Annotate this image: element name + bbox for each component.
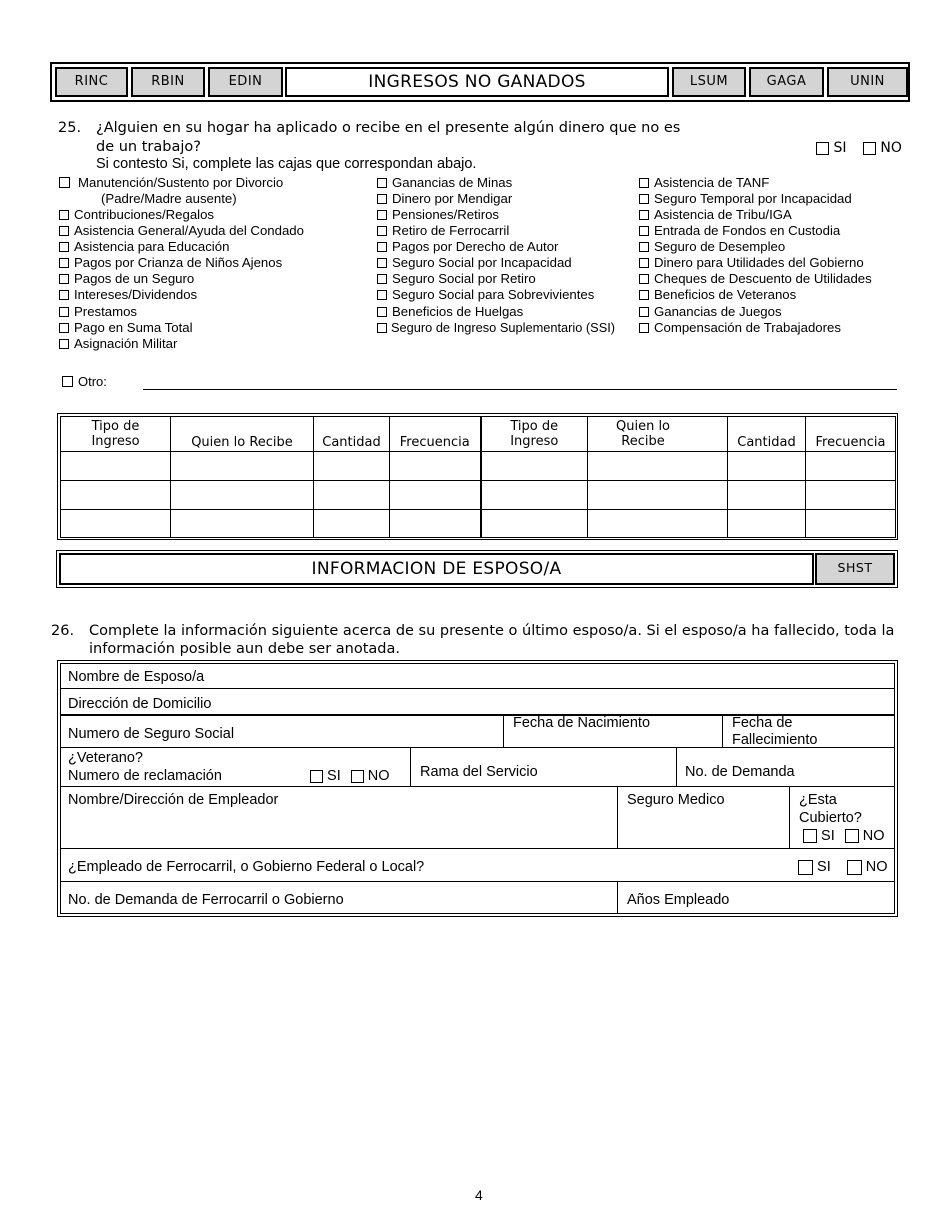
- income-type-item: Seguro Social para Sobrevivientes: [377, 287, 594, 303]
- spouse-death-date-label-2: Fallecimiento: [732, 732, 818, 748]
- table-row: [61, 481, 896, 510]
- checkbox[interactable]: [639, 274, 649, 284]
- checkbox[interactable]: [59, 258, 69, 268]
- income-type-item: Seguro Social por Incapacidad: [377, 255, 572, 271]
- covered-yes-no: [803, 828, 885, 845]
- table-cell[interactable]: [390, 510, 481, 538]
- claim-number-field[interactable]: Numero de reclamación: [68, 768, 222, 784]
- table-cell[interactable]: [390, 481, 481, 510]
- veteran-si-checkbox[interactable]: [310, 770, 323, 783]
- checkbox[interactable]: [377, 258, 387, 268]
- income-type-item: Intereses/Dividendos: [59, 287, 197, 303]
- header-cantidad: Cantidad: [314, 417, 390, 452]
- income-type-subtext: (Padre/Madre ausente): [101, 191, 237, 206]
- veteran-label: ¿Veterano?: [68, 750, 143, 766]
- veteran-si-label: SI: [327, 768, 341, 784]
- checkbox[interactable]: [639, 323, 649, 333]
- claim-no-field[interactable]: No. de Demanda: [685, 764, 795, 780]
- table-cell[interactable]: [171, 510, 314, 538]
- table-cell[interactable]: [481, 452, 588, 481]
- q25-instruction: Si contesto Si, complete las cajas que correspondan abajo.: [96, 156, 477, 172]
- table-cell[interactable]: [728, 510, 806, 538]
- employer-field[interactable]: Nombre/Dirección de Empleador: [68, 792, 279, 808]
- income-type-item: Seguro Social por Retiro: [377, 271, 536, 287]
- q25-si-checkbox[interactable]: [816, 142, 829, 155]
- checkbox[interactable]: [377, 290, 387, 300]
- income-type-item: Prestamos: [59, 304, 137, 320]
- checkbox[interactable]: [377, 307, 387, 317]
- railroad-question: ¿Empleado de Ferrocarril, o Gobierno Federal o Local?: [68, 859, 425, 875]
- income-type-item: Seguro de Desempleo: [639, 239, 785, 255]
- otro-input-line[interactable]: [143, 389, 897, 390]
- table-cell[interactable]: [481, 481, 588, 510]
- section-title: INGRESOS NO GANADOS: [285, 67, 669, 97]
- checkbox[interactable]: [59, 307, 69, 317]
- railroad-yes-no: [798, 859, 888, 876]
- checkbox[interactable]: [59, 242, 69, 252]
- spouse-header-bar: [56, 550, 898, 588]
- code-gaga: GAGA: [749, 67, 824, 97]
- table-cell[interactable]: [390, 452, 481, 481]
- header-tipo-ingreso: Tipo de Ingreso: [61, 417, 171, 452]
- checkbox[interactable]: [639, 258, 649, 268]
- otro-item: [62, 374, 107, 390]
- q25-number: 25.: [58, 120, 82, 136]
- income-type-item: Asistencia General/Ayuda del Condado: [59, 223, 304, 239]
- income-type-item: Dinero por Mendigar: [377, 191, 512, 207]
- income-table-header-row: [61, 417, 896, 452]
- checkbox[interactable]: [59, 274, 69, 284]
- code-shst: SHST: [815, 553, 895, 585]
- q26-question-line1: Complete la información siguiente acerca de su presente o último esposo/a. Si el esposo/a ha fallecido, toda la: [89, 623, 895, 639]
- otro-label: Otro:: [78, 374, 107, 389]
- code-rinc: RINC: [55, 67, 128, 97]
- checkbox[interactable]: [59, 339, 69, 349]
- railroad-si-label: SI: [817, 859, 831, 875]
- otro-checkbox[interactable]: [62, 376, 73, 387]
- table-cell[interactable]: [806, 452, 896, 481]
- table-cell[interactable]: [728, 452, 806, 481]
- income-type-item: Beneficios de Veteranos: [639, 287, 796, 303]
- income-type-item: Pensiones/Retiros: [377, 207, 499, 223]
- covered-si-checkbox[interactable]: [803, 829, 817, 843]
- veteran-no-checkbox[interactable]: [351, 770, 364, 783]
- service-branch-field[interactable]: Rama del Servicio: [420, 764, 538, 780]
- table-row: [61, 452, 896, 481]
- checkbox[interactable]: [59, 323, 69, 333]
- income-type-item: Pagos de un Seguro: [59, 271, 194, 287]
- table-cell[interactable]: [588, 481, 728, 510]
- covered-label-1: ¿Esta: [799, 792, 837, 808]
- header-frecuencia: Frecuencia: [806, 417, 896, 452]
- spouse-death-date-label-1[interactable]: Fecha de: [732, 715, 793, 731]
- code-unin: UNIN: [827, 67, 908, 97]
- q25-question-line2: de un trabajo?: [96, 139, 201, 155]
- checkbox[interactable]: [59, 210, 69, 220]
- checkbox[interactable]: [59, 177, 70, 188]
- years-employed-field[interactable]: Años Empleado: [627, 892, 730, 908]
- checkbox[interactable]: [639, 178, 649, 188]
- spouse-section-title: INFORMACION DE ESPOSO/A: [59, 553, 814, 585]
- table-cell[interactable]: [61, 452, 171, 481]
- table-cell[interactable]: [588, 452, 728, 481]
- covered-no-checkbox[interactable]: [845, 829, 859, 843]
- spouse-address-field[interactable]: Dirección de Domicilio: [68, 696, 212, 712]
- table-cell[interactable]: [588, 510, 728, 538]
- table-cell[interactable]: [314, 510, 390, 538]
- table-cell[interactable]: [171, 481, 314, 510]
- income-type-item: Cheques de Descuento de Utilidades: [639, 271, 872, 287]
- q25-question-line1: ¿Alguien en su hogar ha aplicado o recibe en el presente algún dinero que no es: [96, 120, 681, 136]
- income-type-item: Asistencia de Tribu/IGA: [639, 207, 792, 223]
- income-type-item: Asistencia para Educación: [59, 239, 229, 255]
- railroad-claim-field[interactable]: No. de Demanda de Ferrocarril o Gobierno: [68, 892, 344, 908]
- covered-label-2: Cubierto?: [799, 810, 862, 826]
- table-cell[interactable]: [481, 510, 588, 538]
- spouse-birthdate-field[interactable]: Fecha de Nacimiento: [513, 715, 651, 731]
- income-type-item: Pagos por Crianza de Niños Ajenos: [59, 255, 282, 271]
- q25-no-label: NO: [880, 140, 902, 156]
- income-type-item: Ganancias de Minas: [377, 175, 512, 191]
- income-type-item: Beneficios de Huelgas: [377, 304, 523, 320]
- table-cell[interactable]: [171, 452, 314, 481]
- code-edin: EDIN: [208, 67, 283, 97]
- veteran-no-label: NO: [367, 768, 390, 784]
- veteran-yes-no: [310, 768, 390, 785]
- header-cantidad: Cantidad: [728, 417, 806, 452]
- table-cell[interactable]: [61, 481, 171, 510]
- income-type-item: Dinero para Utilidades del Gobierno: [639, 255, 864, 271]
- income-type-item: Entrada de Fondos en Custodia: [639, 223, 840, 239]
- checkbox[interactable]: [639, 290, 649, 300]
- railroad-no-checkbox[interactable]: [847, 860, 862, 875]
- checkbox[interactable]: [377, 242, 387, 252]
- checkbox[interactable]: [639, 226, 649, 236]
- income-type-item: Contribuciones/Regalos: [59, 207, 214, 223]
- covered-si-label: SI: [821, 828, 835, 844]
- income-table-frame: [57, 413, 898, 540]
- income-type-item: Seguro Temporal por Incapacidad: [639, 191, 852, 207]
- income-type-item: Asignación Militar: [59, 336, 177, 352]
- header-quien-recibe: Quien lo Recibe: [171, 417, 314, 452]
- table-cell[interactable]: [314, 481, 390, 510]
- q26-number: 26.: [51, 623, 75, 639]
- header-tipo-ingreso: Tipo de Ingreso: [481, 417, 588, 452]
- q25-si-label: SI: [833, 140, 847, 156]
- income-type-item: Seguro de Ingreso Suplementario (SSI): [377, 320, 615, 336]
- table-row: [61, 510, 896, 538]
- checkbox[interactable]: [59, 226, 69, 236]
- checkbox[interactable]: [377, 178, 387, 188]
- q26-question-line2: información posible aun debe ser anotada.: [89, 641, 400, 657]
- header-quien-recibe: Quien lo Recibe: [588, 417, 728, 452]
- table-cell[interactable]: [806, 481, 896, 510]
- checkbox[interactable]: [639, 210, 649, 220]
- railroad-si-checkbox[interactable]: [798, 860, 813, 875]
- header-frecuencia: Frecuencia: [390, 417, 481, 452]
- checkbox[interactable]: [639, 242, 649, 252]
- spouse-ssn-field[interactable]: Numero de Seguro Social: [68, 726, 235, 742]
- table-cell[interactable]: [61, 510, 171, 538]
- table-cell[interactable]: [314, 452, 390, 481]
- income-table: [60, 416, 896, 538]
- checkbox[interactable]: [639, 307, 649, 317]
- table-cell[interactable]: [806, 510, 896, 538]
- checkbox[interactable]: [377, 226, 387, 236]
- income-type-item: Asistencia de TANF: [639, 175, 769, 191]
- income-type-item: Manutención/Sustento por Divorcio: [59, 175, 283, 191]
- code-rbin: RBIN: [131, 67, 205, 97]
- income-type-item: Pago en Suma Total: [59, 320, 193, 336]
- code-lsum: LSUM: [672, 67, 746, 97]
- spouse-form: [60, 663, 895, 914]
- checkbox[interactable]: [377, 323, 387, 333]
- railroad-no-label: NO: [865, 859, 888, 875]
- income-header-bar: [50, 62, 910, 102]
- checkbox[interactable]: [377, 274, 387, 284]
- income-type-item: Compensación de Trabajadores: [639, 320, 841, 336]
- spouse-name-field[interactable]: Nombre de Esposo/a: [68, 669, 205, 685]
- medical-insurance-field[interactable]: Seguro Medico: [627, 792, 725, 808]
- checkbox[interactable]: [59, 290, 69, 300]
- income-type-item: Pagos por Derecho de Autor: [377, 239, 558, 255]
- checkbox[interactable]: [639, 194, 649, 204]
- checkbox[interactable]: [377, 210, 387, 220]
- checkbox[interactable]: [377, 194, 387, 204]
- table-cell[interactable]: [728, 481, 806, 510]
- q25-yes-no: [816, 140, 902, 156]
- income-type-item: Ganancias de Juegos: [639, 304, 782, 320]
- income-type-item: Retiro de Ferrocarril: [377, 223, 509, 239]
- page-number: 4: [475, 1187, 483, 1203]
- covered-no-label: NO: [862, 828, 885, 844]
- q25-no-checkbox[interactable]: [863, 142, 876, 155]
